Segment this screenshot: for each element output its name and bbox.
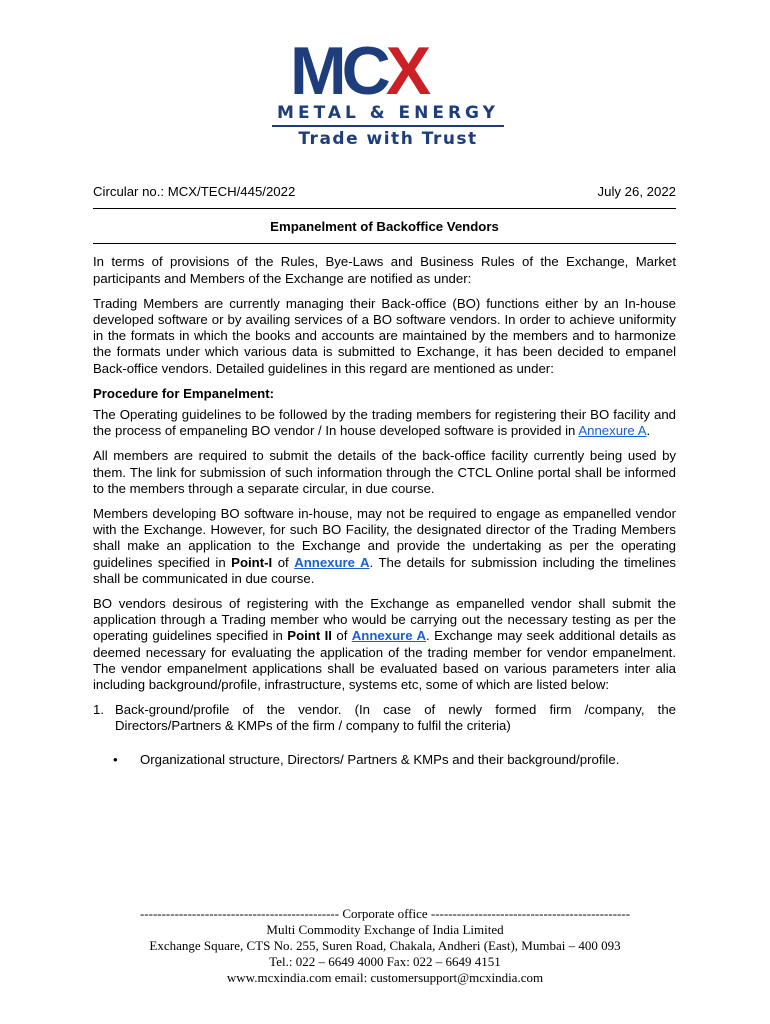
annexure-a-link-point-i[interactable]: Annexure A: [294, 554, 370, 570]
logo-tagline-metal-energy: METAL & ENERGY: [277, 103, 499, 123]
footer-address: Exchange Square, CTS No. 255, Suren Road, Chakala, Andheri (East), Mumbai – 400 093: [149, 938, 621, 953]
intro-paragraph: In terms of provisions of the Rules, Bye-Laws and Business Rules of the Exchange, Market participants and Members of the Exchange are notified as under:: [93, 254, 676, 286]
logo-divider: [272, 125, 504, 127]
annexure-a-link-point-ii[interactable]: Annexure A: [351, 628, 427, 644]
circular-number: Circular no.: MCX/TECH/445/2022: [93, 184, 296, 199]
guidelines-paragraph: The Operating guidelines to be followed by the trading members for registering their BO facility and the process of empaneling BO vendor / In house developed software is provided in Annexure A.: [93, 407, 676, 439]
point-i-label: Point-I: [231, 554, 273, 570]
footer-web-email: www.mcxindia.com email: customersupport@mcxindia.com: [226, 970, 544, 985]
circular-header-row: [93, 184, 676, 200]
bullet-text: Organizational structure, Directors/ Partners & KMPs and their background/profile.: [140, 751, 620, 767]
circular-document: [93, 184, 676, 768]
procedure-heading: Procedure for Empanelment:: [93, 385, 274, 401]
logo-x: X: [385, 33, 427, 109]
submission-paragraph: All members are required to submit the details of the back-office facility currently being used by them. The link for submission of such information through the CTCL Online portal shall be informed to the members through a separate circular, in due course.: [93, 448, 676, 496]
numbered-item: [93, 702, 676, 734]
vendor-paragraph: BO vendors desirous of registering with the Exchange as empanelled vendor shall submit the application through a Trading member who would be carrying out the necessary testing as per the operating guidelines specified in Point II of Annexure A. Exchange may seek additional details as deemed necessary for evaluating the application of the trading member for vendor empanelment. The vendor empanelment applications shall be evaluated based on various parameters inter alia including background/profile, infrastructure, systems etc, some of which are listed below:: [93, 596, 676, 693]
footer-company: Multi Commodity Exchange of India Limited: [266, 922, 504, 937]
point-ii-label: Point II: [287, 628, 332, 644]
bullet-item: [93, 752, 676, 768]
circular-date: July 26, 2022: [597, 184, 676, 199]
circular-title: Empanelment of Backoffice Vendors: [270, 219, 499, 235]
footer-phone: Tel.: 022 – 6649 4000 Fax: 022 – 6649 4151: [269, 954, 501, 969]
bullet-icon: •: [113, 751, 118, 767]
inhouse-paragraph: Members developing BO software in-house, may not be required to engage as empanelled vendor with the Exchange. However, for such BO Facility, the designated director of the Trading Members shall make an application to the Exchange and provide the undertaking as per the operating guidelines specified in Point-I of Annexure A. The details for submission including the timelines shall be communicated in due course.: [93, 506, 677, 586]
corporate-office-footer: [90, 906, 680, 986]
backoffice-paragraph: Trading Members are currently managing their Back-office (BO) functions either by an In-house developed software or by availing services of a BO software vendors. In order to achieve uniformity in the formats in which the books and accounts are maintained by the members and to harmonize the formats under which various data is submitted to Exchange, it has been decided to empanel Back-office vendors. Detailed guidelines in this regard are mentioned as under:: [93, 295, 676, 376]
header-divider-bottom: [93, 235, 676, 244]
header-divider-top: [93, 200, 676, 209]
mcx-logo: [268, 33, 508, 155]
item-number: 1.: [93, 702, 104, 718]
item-text: Back-ground/profile of the vendor. (In case of newly formed firm /company, the Directors/Partners & KMPs of the firm / company to fulfil the criteria): [115, 702, 676, 734]
logo-tagline-trust: Trade with Trust: [298, 129, 478, 149]
logo-mc: MC: [290, 33, 386, 109]
logo-wordmark: [290, 33, 427, 109]
annexure-a-link[interactable]: Annexure A: [578, 423, 647, 439]
footer-heading: ---------------------------------------------- Corporate office ----------------------------------------------: [139, 906, 631, 921]
